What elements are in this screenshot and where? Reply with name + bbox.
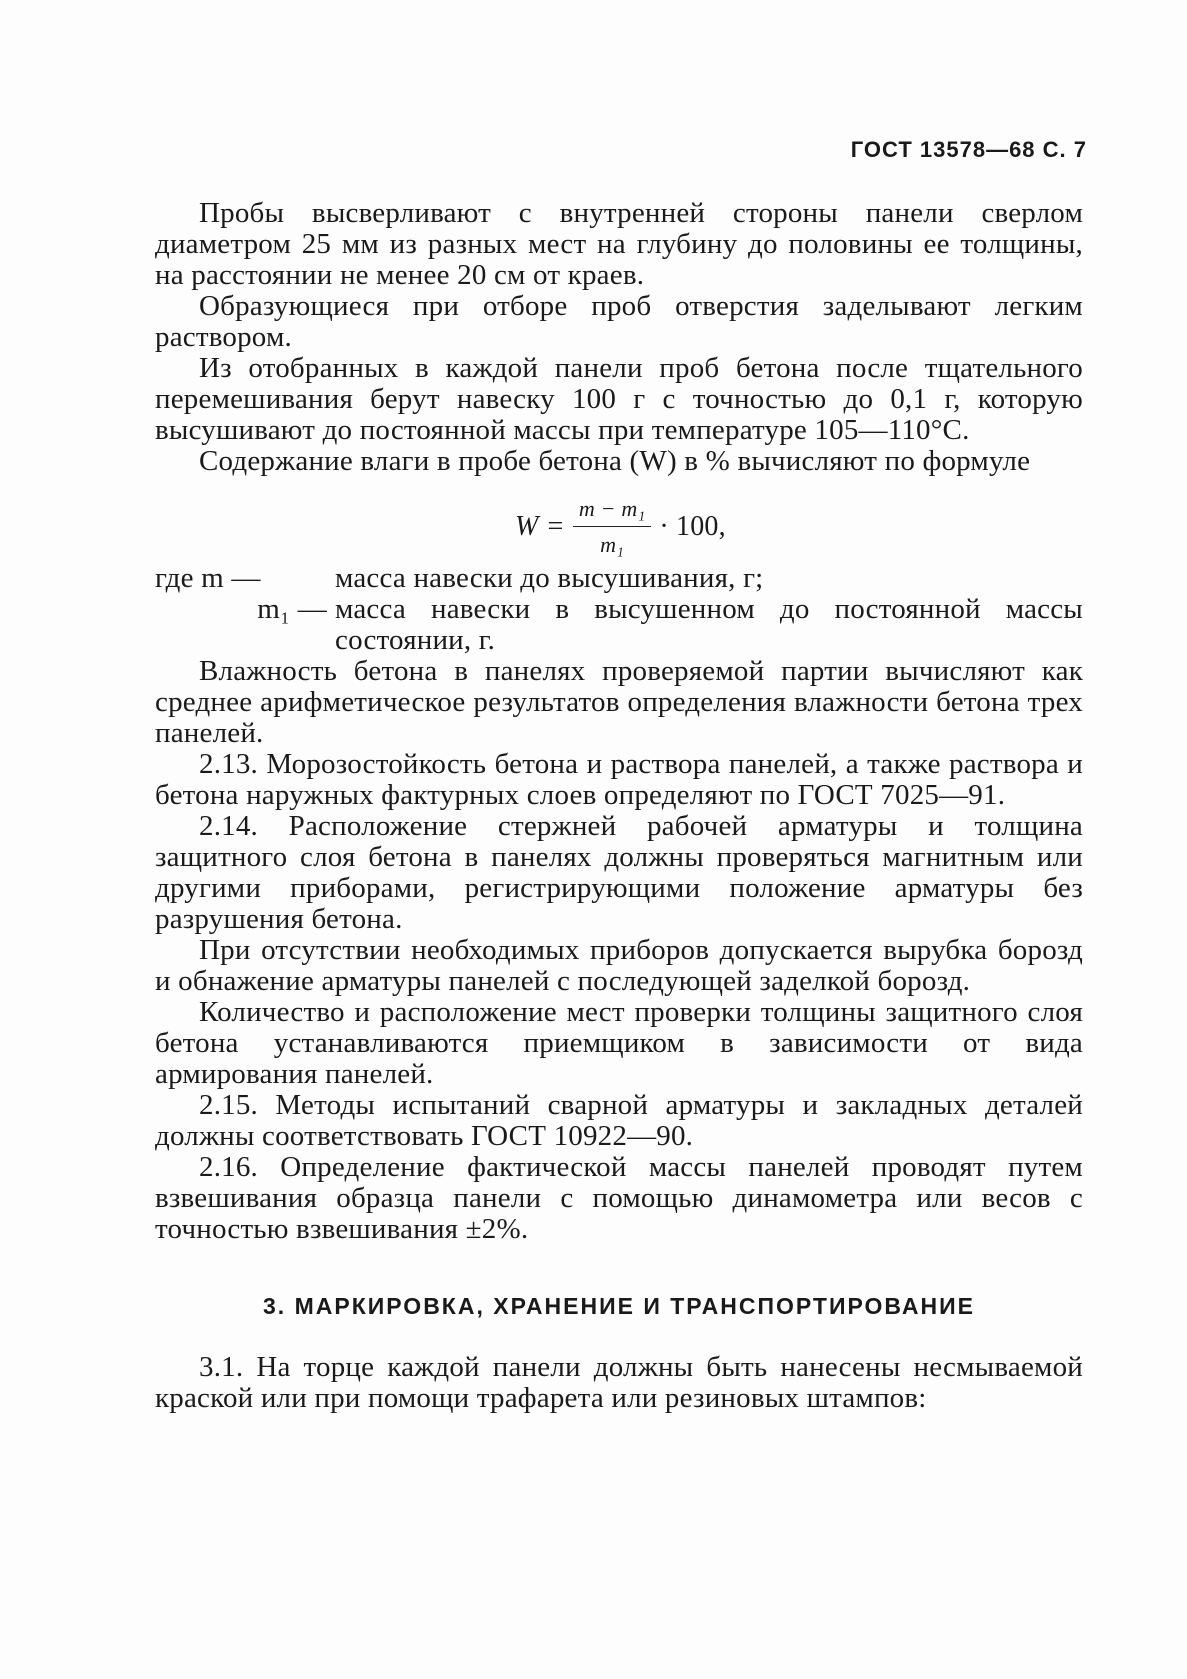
- paragraph: 2.14. Расположение стержней рабочей арматуры и толщина защитного слоя бетона в панелях должны проверяться магнитным или другими приборами, регистрирующими положение арматуры без разрушения бетона.: [155, 810, 1083, 935]
- formula-tail: · 100,: [659, 511, 726, 542]
- paragraph: Из отобранных в каждой панели проб бетона после тщательного перемешивания берут навеску 100 г с точностью до 0,1 г, которую высушивают до постоянной массы при температуре 105—110°С.: [155, 352, 1083, 446]
- formula-fraction: [573, 493, 651, 560]
- definition-symbol: где m —: [155, 562, 261, 594]
- definition-row: [155, 563, 1083, 594]
- definition-text: масса навески до высушивания, г;: [335, 562, 764, 594]
- paragraph: 2.16. Определение фактической массы панелей проводят путем взвешивания образца панели с помощью динамометра или весов с точностью взвешивания ±2%.: [155, 1151, 1083, 1245]
- section-title: 3. МАРКИРОВКА, ХРАНЕНИЕ И ТРАНСПОРТИРОВАНИЕ: [263, 1293, 975, 1319]
- definition-symbol: m₁ —: [257, 593, 327, 625]
- paragraph: При отсутствии необходимых приборов допускается вырубка борозд и обнажение арматуры панелей с последующей заделкой борозд.: [155, 934, 1083, 997]
- paragraph: 2.15. Методы испытаний сварной арматуры и закладных деталей должны соответствовать ГОСТ 10922—90.: [155, 1089, 1083, 1152]
- page-header: ГОСТ 13578—68 С. 7: [850, 137, 1087, 162]
- paragraph: Образующиеся при отборе проб отверстия заделывают легким раствором.: [155, 290, 1083, 353]
- formula-lhs: W =: [515, 511, 565, 542]
- formula-numerator: m − m₁: [573, 493, 651, 527]
- formula-denominator: m₁: [600, 532, 625, 557]
- formula-definitions: [155, 563, 1083, 656]
- paragraph: Пробы высверливают с внутренней стороны панели сверлом диаметром 25 мм из разных мест на глубину до половины ее толщины, на расстоянии не менее 20 см от краев.: [155, 197, 1083, 291]
- moisture-formula: [155, 487, 1083, 559]
- paragraph: Влажность бетона в панелях проверяемой партии вычисляют как среднее арифметическое результатов определения влажности бетона трех панелей.: [155, 655, 1083, 749]
- paragraph: Содержание влаги в пробе бетона (W) в % вычисляют по формуле: [199, 445, 1031, 477]
- paragraph: 3.1. На торце каждой панели должны быть нанесены несмываемой краской или при помощи трафарета или резиновых штампов:: [155, 1351, 1083, 1414]
- paragraph: 2.13. Морозостойкость бетона и раствора панелей, а также раствора и бетона наружных фактурных слоев определяют по ГОСТ 7025—91.: [155, 748, 1083, 811]
- definition-row: [155, 594, 1083, 656]
- document-body: [155, 198, 1083, 1414]
- definition-text: масса навески в высушенном до постоянной массы состоянии, г.: [335, 593, 1083, 656]
- paragraph: Количество и расположение мест проверки толщины защитного слоя бетона устанавливаются приемщиком в зависимости от вида армирования панелей.: [155, 996, 1083, 1090]
